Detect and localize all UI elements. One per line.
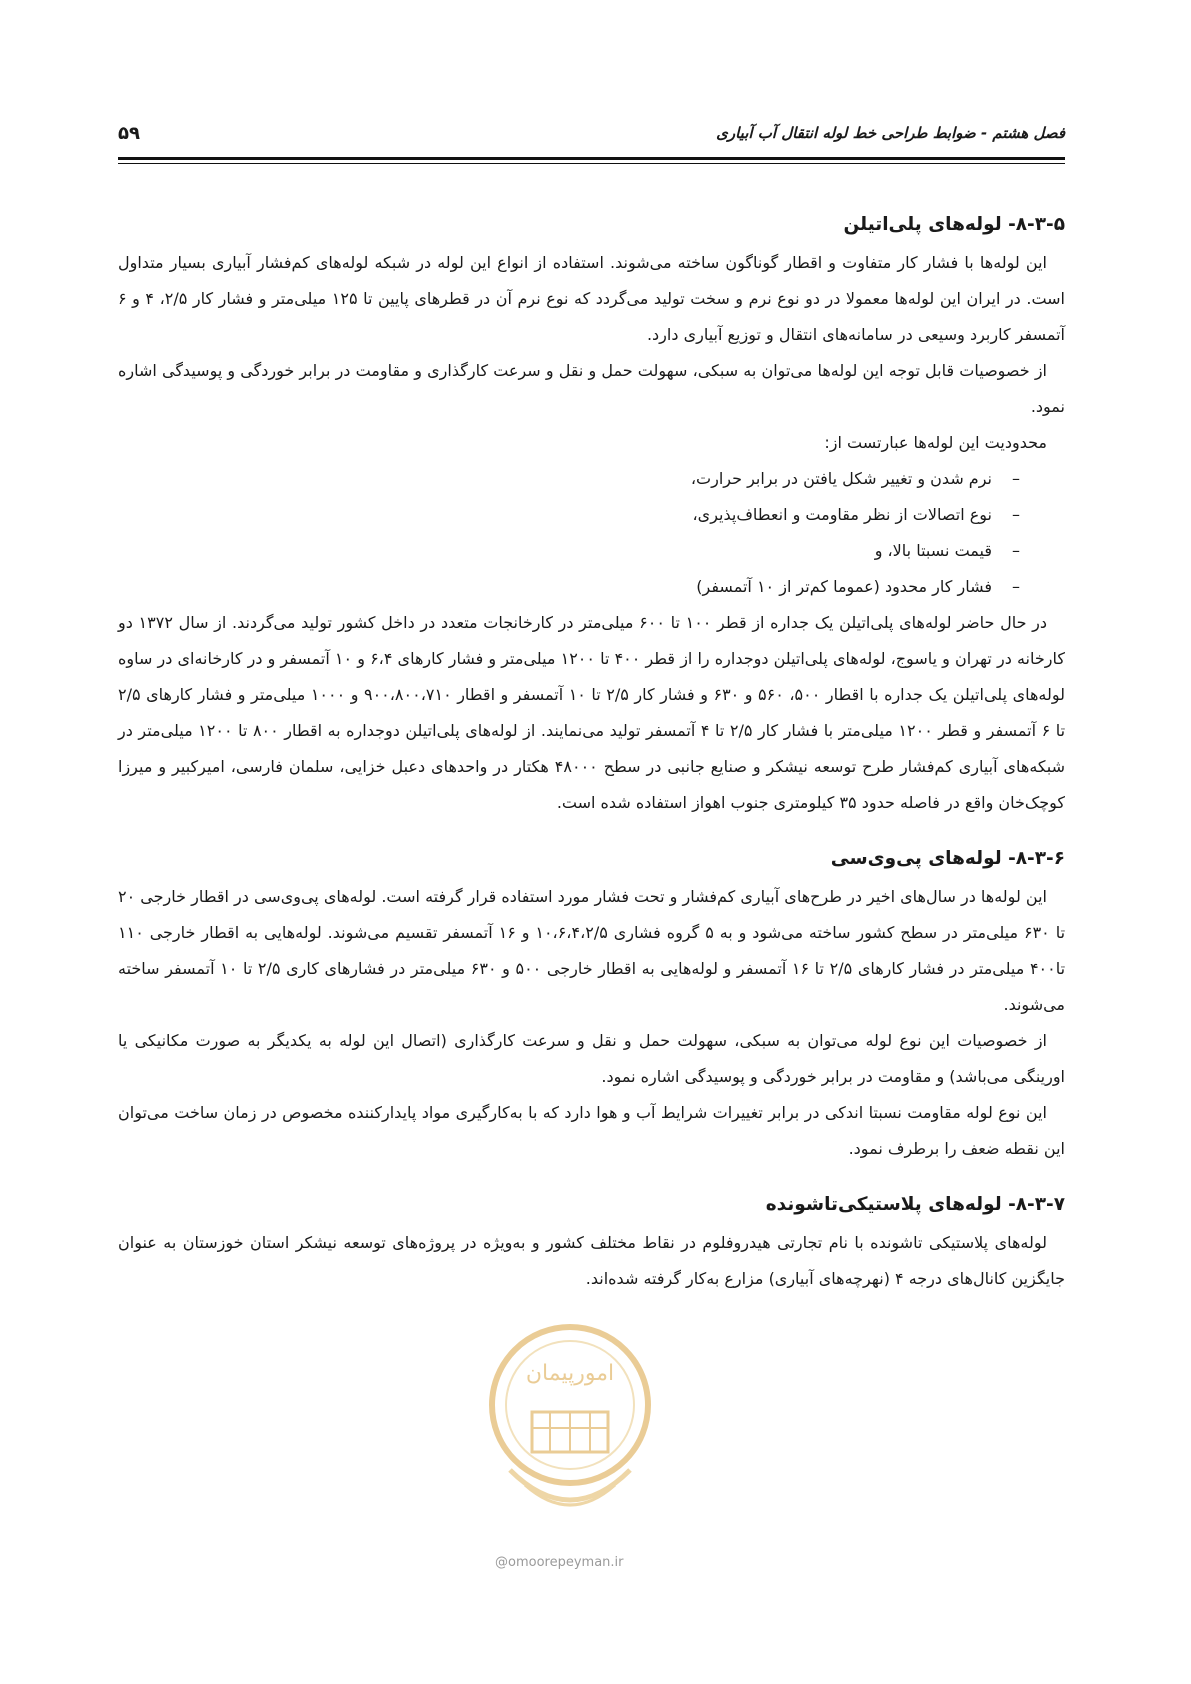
watermark-url: @omoorepeyman.ir [495,1555,624,1570]
section-pvc [118,839,1065,1167]
watermark-logo-icon [470,1320,670,1540]
list-item: –فشار کار محدود (عموما کم‌تر از ۱۰ آتمسفر) [118,569,1020,605]
dash-icon: – [1012,505,1020,524]
paragraph: این لوله‌ها در سال‌های اخیر در طرح‌های آبیاری کم‌فشار و تحت فشار مورد استفاده قرار گرفته است. لوله‌های پی‌وی‌سی در اقطار خارجی ۲۰ تا ۶۳۰ میلی‌متر در سطح کشور ساخته می‌شود و به ۵ گروه فشاری ۱۰،۶،۴،۲/۵ و ۱۶ آتمسفر تقسیم می‌شوند. لوله‌هایی به اقطار خارجی ۱۱۰ تا۴۰۰ میلی‌متر در فشار کارهای ۲/۵ تا ۱۶ آتمسفر و لوله‌هایی به اقطار خارجی ۵۰۰ و ۶۳۰ میلی‌متر در فشارهای کاری ۲/۵ تا ۱۰ آتمسفر ساخته می‌شوند. [118,887,1066,1014]
list-item: –قیمت نسبتا بالا، و [118,533,1020,569]
section-layflat [118,1185,1065,1297]
watermark-text: امورپیمان [525,1361,615,1386]
header-rule [118,157,1065,160]
paragraph: از خصوصیات این نوع لوله می‌توان به سبکی، سهولت حمل و نقل و سرعت کارگذاری (اتصال این لوله به یکدیگر به صورت مکانیکی یا اورینگی می‌باشد) و مقاومت در برابر خوردگی و پوسیدگی اشاره نمود. [118,1031,1065,1086]
dash-icon: – [1012,469,1020,488]
dash-icon: – [1012,577,1020,596]
paragraph: از خصوصیات قابل توجه این لوله‌ها می‌توان به سبکی، سهولت حمل و نقل و سرعت کارگذاری و مقاومت در برابر خوردگی و پوسیدگی اشاره نمود. [118,361,1065,416]
paragraph: این نوع لوله مقاومت نسبتا اندکی در برابر تغییرات شرایط آب و هوا دارد که با به‌کارگیری مواد پایدارکننده مخصوص در زمان ساخت می‌توان این نقطه ضعف را برطرف نمود. [118,1103,1065,1158]
paragraph: این لوله‌ها با فشار کار متفاوت و اقطار گوناگون ساخته می‌شوند. استفاده از انواع این لوله در شبکه لوله‌های کم‌فشار آبیاری بسیار متداول است. در ایران این لوله‌ها معمولا در دو نوع نرم و سخت تولید می‌گردد که نوع نرم آن در قطرهای پایین تا ۱۲۵ میلی‌متر و فشار کار ۲/۵، ۴ و ۶ آتمسفر کاربرد وسیعی در سامانه‌های انتقال و توزیع آبیاری دارد. [118,253,1066,344]
section-polyethylene [118,205,1065,821]
section-heading: ۸-۳-۷- لوله‌های پلاستیکی‌تاشونده [765,1194,1065,1215]
paragraph: در حال حاضر لوله‌های پلی‌اتیلن یک جداره از قطر ۱۰۰ تا ۶۰۰ میلی‌متر در کارخانجات متعدد در داخل کشور تولید می‌گردند. از سال ۱۳۷۲ دو کارخانه در تهران و یاسوج، لوله‌های پلی‌اتیلن دوجداره را از قطر ۴۰۰ تا ۱۲۰۰ میلی‌متر و فشار کارهای ۶،۴ و ۱۰ آتمسفر و در کارخانه‌ای در ساوه لوله‌های پلی‌اتیلن یک جداره با اقطار ۵۰۰، ۵۶۰ و ۶۳۰ و فشار کار ۲/۵ تا ۱۰ آتمسفر و اقطار ۹۰۰،۸۰۰،۷۱۰ و ۱۰۰۰ میلی‌متر و فشار کارهای ۲/۵ تا ۶ آتمسفر و قطر ۱۲۰۰ میلی‌متر با فشار کار ۲/۵ تا ۴ آتمسفر تولید می‌نمایند. از لوله‌های پلی‌اتیلن دوجداره به اقطار ۸۰۰ تا ۱۲۰۰ میلی‌متر در شبکه‌های آبیاری کم‌فشار طرح توسعه نیشکر و صنایع جانبی در سطح ۴۸۰۰۰ هکتار در واحدهای دعبل خزایی، سلمان فارسی، امیرکبیر و میرزا کوچک‌خان واقع در فاصله حدود ۳۵ کیلومتری جنوب اهواز استفاده شده است. [118,613,1066,812]
page-header [118,118,1065,148]
section-heading: ۸-۳-۶- لوله‌های پی‌وی‌سی [830,848,1065,869]
page-number: ۵۹ [118,122,140,144]
chapter-title: فصل هشتم - ضوابط طراحی خط لوله انتقال آب آبیاری [716,124,1065,142]
list-item: –نرم شدن و تغییر شکل یافتن در برابر حرارت، [118,461,1020,497]
section-heading: ۸-۳-۵- لوله‌های پلی‌اتیلن [843,214,1065,235]
list-item: –نوع اتصالات از نظر مقاومت و انعطاف‌پذیری، [118,497,1020,533]
paragraph: محدودیت این لوله‌ها عبارتست از: [824,433,1047,452]
paragraph: لوله‌های پلاستیکی تاشونده با نام تجارتی هیدروفلوم در نقاط مختلف کشور و به‌ویژه در پروژه‌های توسعه نیشکر استان خوزستان به عنوان جایگزین کانال‌های درجه ۴ (نهرچه‌های آبیاری) مزارع به‌کار گرفته شده‌اند. [118,1233,1065,1288]
page-body [118,205,1065,1297]
limitations-list [118,461,1065,605]
dash-icon: – [1012,541,1020,560]
